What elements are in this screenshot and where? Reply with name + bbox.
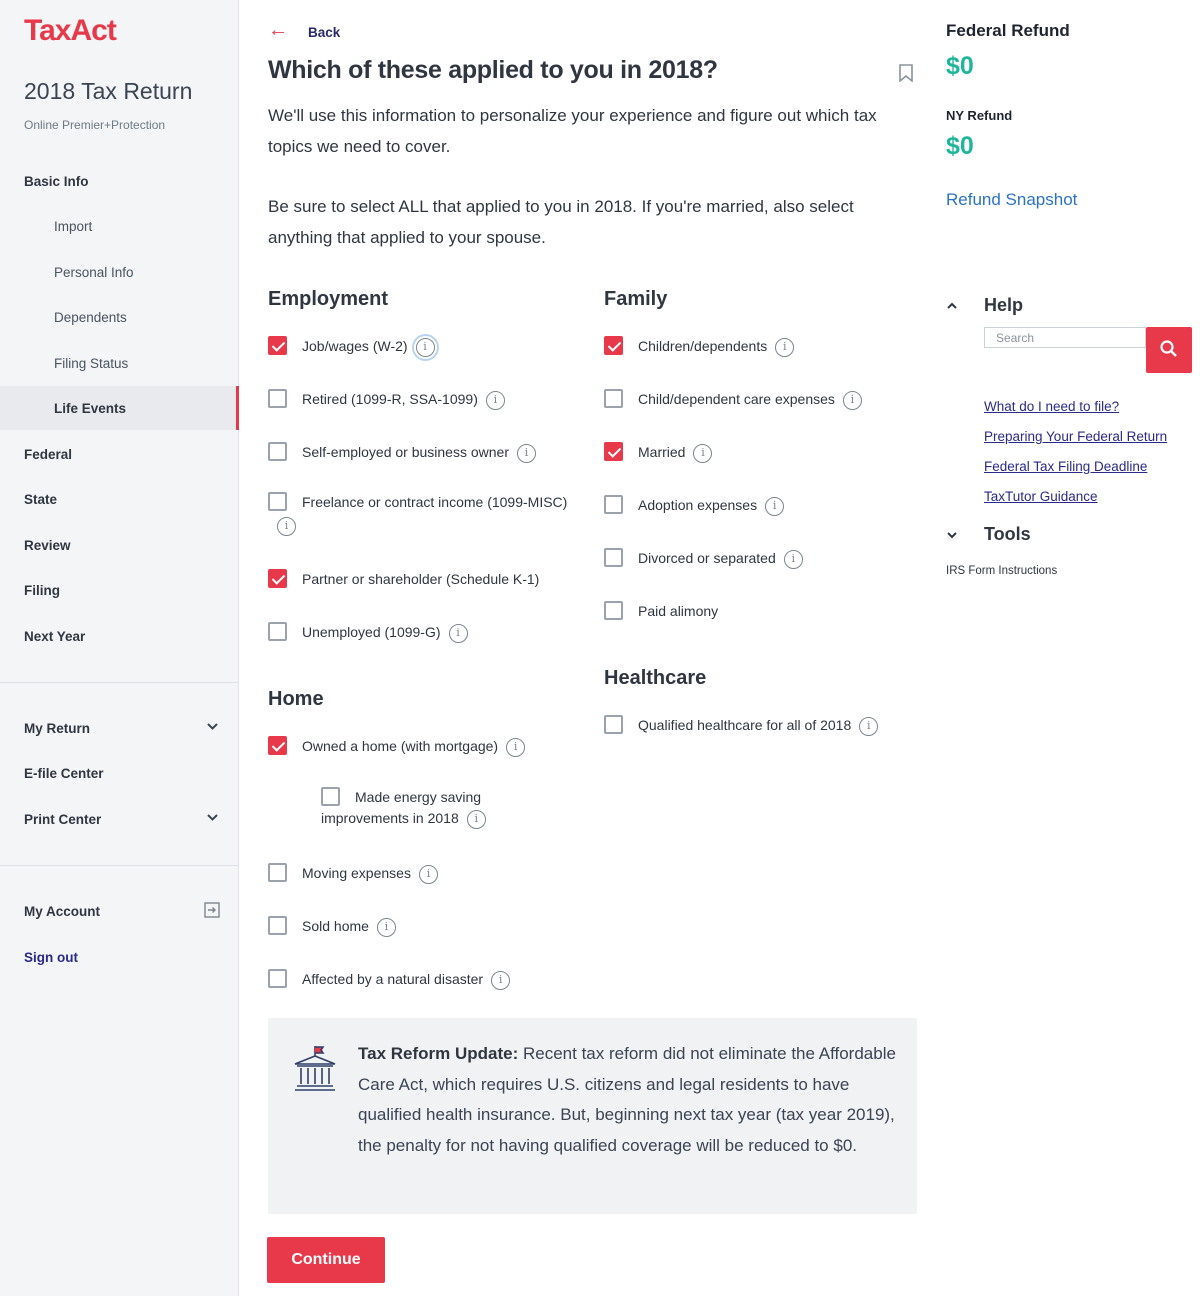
option-divorced[interactable] xyxy=(604,548,803,569)
nav-state[interactable] xyxy=(0,477,239,521)
info-icon[interactable]: i xyxy=(765,497,784,516)
section-healthcare: Healthcare xyxy=(604,667,707,689)
option-energy-saving[interactable] xyxy=(321,787,481,807)
checkbox[interactable] xyxy=(604,495,623,514)
nav-dependents[interactable] xyxy=(0,295,239,339)
federal-refund-label: Federal Refund xyxy=(946,21,1070,40)
nav-my-account[interactable] xyxy=(0,889,239,933)
taxact-logo[interactable]: TaxAct xyxy=(24,14,116,47)
section-employment: Employment xyxy=(268,288,389,310)
back-link[interactable] xyxy=(268,19,341,42)
option-label: Owned a home (with mortgage) i xyxy=(302,736,525,757)
government-building-icon xyxy=(292,1044,338,1094)
chevron-down-icon[interactable] xyxy=(946,529,958,541)
info-icon[interactable]: i xyxy=(449,624,468,643)
checkbox[interactable] xyxy=(604,715,623,734)
select-all-paragraph: Be sure to select ALL that applied to you in 2018. If you're married, also select anything that applied to your spouse. xyxy=(268,197,854,247)
nav-import[interactable] xyxy=(0,204,239,248)
option-disaster[interactable] xyxy=(268,969,510,990)
intro-paragraph: We'll use this information to personalize your experience and figure out which tax topics we need to cover. xyxy=(268,106,877,156)
option-label: improvements in 2018 i xyxy=(321,810,486,829)
nav-filing-status[interactable] xyxy=(0,341,239,385)
info-icon[interactable]: i xyxy=(517,444,536,463)
checkbox[interactable] xyxy=(321,787,340,806)
return-title: 2018 Tax Return xyxy=(24,78,193,104)
chevron-down-icon xyxy=(206,811,219,824)
page-title: Which of these applied to you in 2018? xyxy=(268,56,718,84)
back-label: Back xyxy=(308,24,341,40)
nav-label: Federal xyxy=(24,446,73,462)
option-owned-home[interactable] xyxy=(268,736,525,757)
help-search-input[interactable] xyxy=(984,327,1146,348)
option-care-expenses[interactable] xyxy=(604,389,862,410)
nav-next-year[interactable] xyxy=(0,614,239,658)
nav-label: Filing Status xyxy=(54,355,129,371)
option-unemployed[interactable] xyxy=(268,622,468,643)
nav-my-return[interactable] xyxy=(0,706,239,750)
nav-label: Import xyxy=(54,218,93,234)
option-moving[interactable] xyxy=(268,863,438,884)
option-retired[interactable] xyxy=(268,389,505,410)
help-link[interactable]: Preparing Your Federal Return xyxy=(984,429,1168,444)
checkbox[interactable] xyxy=(604,548,623,567)
tools-title: Tools xyxy=(984,524,1031,544)
info-icon[interactable]: i xyxy=(843,391,862,410)
nav-federal[interactable] xyxy=(0,432,239,476)
option-healthcare-all-year[interactable] xyxy=(604,715,878,736)
option-label: Affected by a natural disaster i xyxy=(302,969,510,990)
info-icon[interactable]: i xyxy=(486,391,505,410)
option-label: Married i xyxy=(638,442,712,463)
nav-label: Sign out xyxy=(24,949,78,965)
checkbox[interactable] xyxy=(268,492,287,511)
nav-life-events[interactable] xyxy=(0,386,239,430)
info-icon[interactable]: i xyxy=(693,444,712,463)
option-label: Children/dependents i xyxy=(638,336,794,357)
option-label: Sold home i xyxy=(302,916,396,937)
checkbox[interactable] xyxy=(604,601,623,620)
sidebar xyxy=(0,0,239,1296)
checkbox[interactable] xyxy=(268,863,287,882)
checkbox[interactable] xyxy=(268,736,287,755)
option-label: Moving expenses i xyxy=(302,863,438,884)
option-label: Unemployed (1099-G) i xyxy=(302,622,468,643)
option-label: Partner or shareholder (Schedule K-1) xyxy=(302,571,540,587)
arrow-left-icon: ← xyxy=(268,19,288,41)
nav-label: My Return xyxy=(24,720,91,736)
bookmark-icon[interactable] xyxy=(898,64,914,82)
nav-print-center[interactable] xyxy=(0,797,239,841)
option-energy-saving-line2 xyxy=(321,810,486,829)
info-icon[interactable]: i xyxy=(377,918,396,937)
nav-label: Basic Info xyxy=(24,173,89,189)
nav-label: Life Events xyxy=(54,400,127,416)
option-label: Retired (1099-R, SSA-1099) i xyxy=(302,389,505,410)
info-icon[interactable]: i xyxy=(506,738,525,757)
search-icon xyxy=(1159,339,1179,359)
option-children[interactable] xyxy=(604,336,794,357)
checkbox[interactable] xyxy=(604,442,623,461)
nav-label: My Account xyxy=(24,903,101,919)
checkbox[interactable] xyxy=(268,336,287,355)
option-label: Freelance or contract income (1099-MISC) xyxy=(302,494,568,510)
sidebar-divider xyxy=(0,865,239,866)
nav-label: Next Year xyxy=(24,628,86,644)
nav-label: Personal Info xyxy=(54,264,134,280)
checkbox[interactable] xyxy=(268,569,287,588)
info-icon[interactable]: i xyxy=(277,517,296,536)
federal-refund-value: $0 xyxy=(946,52,974,80)
info-icon[interactable]: i xyxy=(859,717,878,736)
option-label: Self-employed or business owner i xyxy=(302,442,536,463)
chevron-up-icon[interactable] xyxy=(946,300,958,312)
option-married[interactable] xyxy=(604,442,712,463)
option-partner[interactable] xyxy=(268,569,539,589)
option-label: Made energy saving xyxy=(355,789,482,805)
ny-refund-value: $0 xyxy=(946,132,974,160)
tax-reform-notice xyxy=(268,1018,917,1214)
info-icon[interactable]: i xyxy=(491,971,510,990)
nav-label: Filing xyxy=(24,582,60,598)
nav-filing[interactable] xyxy=(0,568,239,612)
checkbox[interactable] xyxy=(268,916,287,935)
refund-snapshot-link[interactable]: Refund Snapshot xyxy=(946,190,1078,209)
option-label: Qualified healthcare for all of 2018 i xyxy=(638,715,878,736)
help-title: Help xyxy=(984,295,1024,315)
help-link[interactable]: Federal Tax Filing Deadline xyxy=(984,459,1148,474)
option-self-employed[interactable] xyxy=(268,442,536,463)
nav-sign-out[interactable] xyxy=(0,935,239,979)
info-icon[interactable]: i xyxy=(419,865,438,884)
tools-item-irs-form-instructions[interactable]: IRS Form Instructions xyxy=(946,565,1058,577)
checkbox[interactable] xyxy=(268,969,287,988)
info-icon[interactable]: i xyxy=(775,338,794,357)
help-link[interactable]: TaxTutor Guidance xyxy=(984,489,1098,504)
option-label: Job/wages (W-2) i xyxy=(302,336,435,357)
option-freelance[interactable] xyxy=(268,492,567,512)
nav-label: Print Center xyxy=(24,811,102,827)
checkbox[interactable] xyxy=(604,389,623,408)
nav-basic-info[interactable] xyxy=(0,159,239,203)
chevron-down-icon xyxy=(206,720,219,733)
section-home: Home xyxy=(268,688,324,710)
tax-reform-text: Tax Reform Update: Recent tax reform did not eliminate the Affordable Care Act, which requires U.S. citizens and legal residents to have qualified health insurance. But, beginning next tax year (tax year 2019), the penalty for not having qualified coverage will be reduced to $0. xyxy=(358,1044,896,1155)
nav-label: E-file Center xyxy=(24,765,104,781)
info-icon[interactable]: i xyxy=(467,810,486,829)
checkbox[interactable] xyxy=(268,389,287,408)
nav-personal-info[interactable] xyxy=(0,250,239,294)
checkbox[interactable] xyxy=(268,622,287,641)
option-alimony[interactable] xyxy=(604,601,718,621)
help-link[interactable]: What do I need to file? xyxy=(984,399,1120,414)
option-sold-home[interactable] xyxy=(268,916,396,937)
sidebar-divider xyxy=(0,682,239,683)
checkbox[interactable] xyxy=(268,442,287,461)
option-label: Child/dependent care expenses i xyxy=(638,389,862,410)
section-family: Family xyxy=(604,288,668,310)
nav-label: Dependents xyxy=(54,309,127,325)
nav-review[interactable] xyxy=(0,523,239,567)
help-search-button[interactable] xyxy=(1146,327,1192,373)
ny-refund-label: NY Refund xyxy=(946,108,1013,123)
nav-efile-center[interactable] xyxy=(0,751,239,795)
info-icon[interactable]: i xyxy=(416,338,435,357)
checkbox[interactable] xyxy=(604,336,623,355)
nav-label: Review xyxy=(24,537,71,553)
return-subtitle: Online Premier+Protection xyxy=(24,118,166,132)
account-exit-icon xyxy=(203,901,221,919)
continue-button[interactable]: Continue xyxy=(267,1237,385,1283)
info-icon[interactable]: i xyxy=(784,550,803,569)
option-label: Adoption expenses i xyxy=(638,495,784,516)
option-label: Paid alimony xyxy=(638,603,719,619)
nav-label: State xyxy=(24,491,58,507)
option-label: Divorced or separated i xyxy=(638,548,803,569)
option-adoption[interactable] xyxy=(604,495,784,516)
option-job-wages[interactable] xyxy=(268,336,435,357)
